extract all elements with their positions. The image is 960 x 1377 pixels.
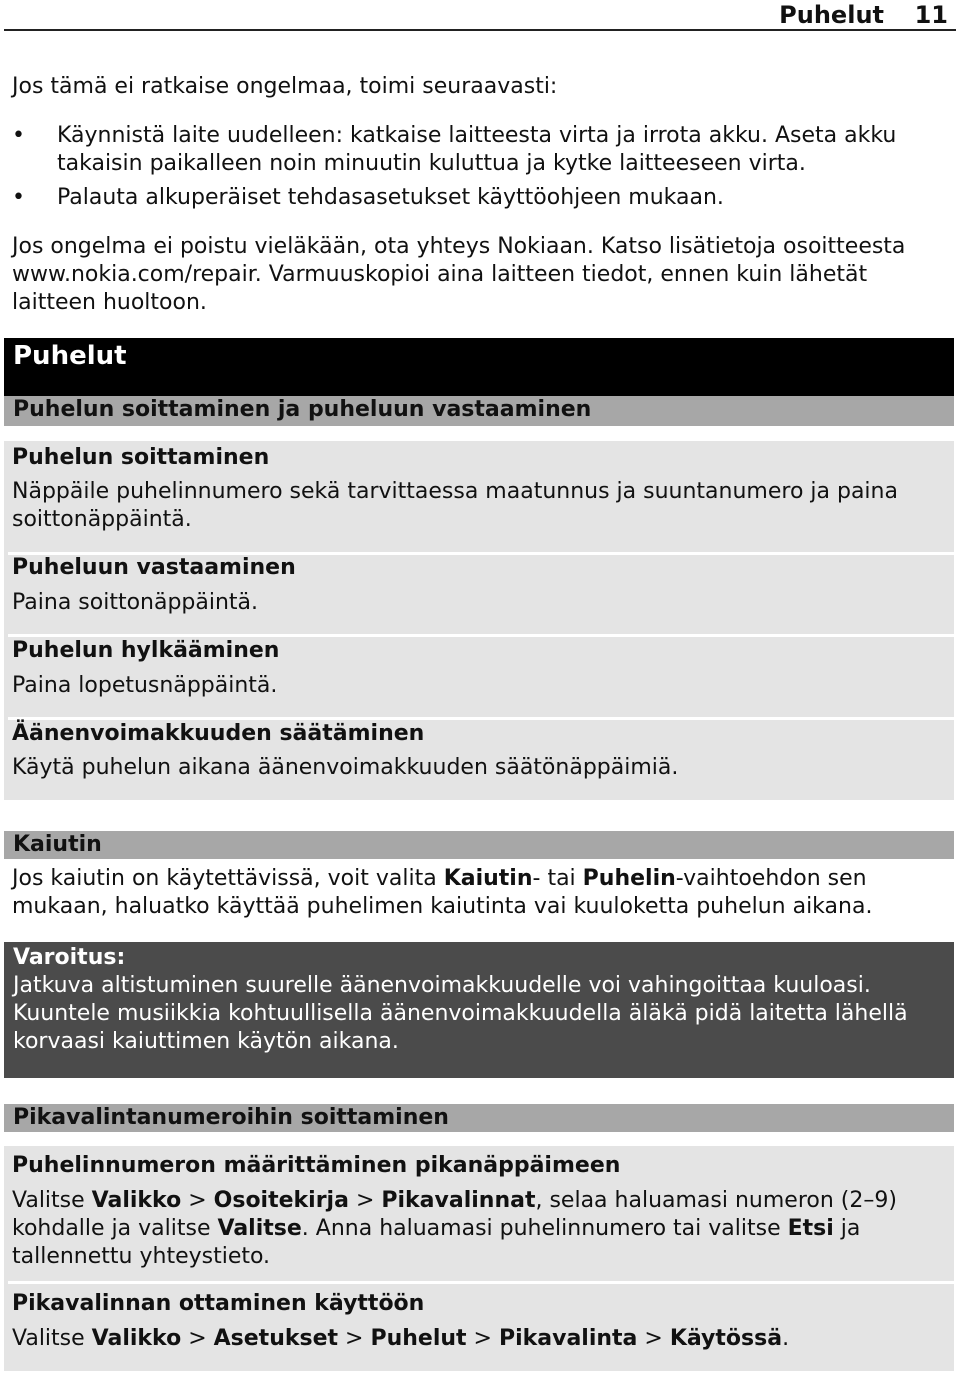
speaker-option-kaiutin: Kaiutin: [443, 866, 533, 891]
text-segment: , selaa haluamasi numeron (2–9) kohdalle ja valitse: [12, 1188, 897, 1241]
reject-call-title: Puhelun hylkääminen: [12, 638, 280, 663]
speaker-text-1: Jos kaiutin on käytettävissä, voit valita: [12, 866, 444, 891]
text-segment: .: [782, 1326, 790, 1351]
menu-path-pikavalinta: Pikavalinta: [498, 1326, 638, 1351]
menu-path-valikko: Valikko: [91, 1326, 182, 1351]
text-segment: Valitse: [12, 1326, 92, 1351]
warning-title: Varoitus:: [13, 945, 126, 970]
text-segment: Valitse: [12, 1188, 92, 1213]
speaker-paragraph: [12, 865, 952, 921]
menu-path-asetukset: Asetukset: [213, 1326, 339, 1351]
menu-path-osoitekirja: Osoitekirja: [213, 1188, 349, 1213]
volume-text: Käytä puhelun aikana äänenvoimakkuuden säätönäppäimiä.: [12, 755, 679, 780]
page-header: [0, 0, 960, 30]
header-rule: [4, 29, 956, 31]
text-segment: ja tallennettu yhteystieto.: [12, 1216, 861, 1269]
path-separator: >: [466, 1326, 499, 1351]
menu-path-puhelut: Puhelut: [370, 1326, 467, 1351]
bullet-item-restart: Käynnistä laite uudelleen: katkaise laitteesta virta ja irrota akku. Aseta akku takaisin paikalleen noin minuutin kuluttua ja kytke laitteeseen virta.: [57, 123, 897, 176]
menu-option-etsi: Etsi: [787, 1216, 834, 1241]
divider: [8, 1281, 958, 1284]
speed-dial-heading: Pikavalintanumeroihin soittaminen: [13, 1105, 449, 1130]
make-call-title: Puhelun soittaminen: [12, 445, 270, 470]
intro-lead: Jos tämä ei ratkaise ongelmaa, toimi seuraavasti:: [12, 74, 558, 99]
menu-path-pikavalinnat: Pikavalinnat: [381, 1188, 536, 1213]
warning-box: [4, 942, 954, 1078]
assign-speed-dial-text: [12, 1187, 952, 1271]
speaker-heading: Kaiutin: [13, 832, 102, 857]
calls-heading: Puhelun soittaminen ja puheluun vastaaminen: [13, 397, 592, 422]
path-separator: >: [181, 1188, 214, 1213]
answer-call-title: Puheluun vastaaminen: [12, 555, 296, 580]
reject-call-text: Paina lopetusnäppäintä.: [12, 673, 278, 698]
menu-path-kaytossa: Käytössä: [669, 1326, 783, 1351]
menu-path-valikko: Valikko: [91, 1188, 182, 1213]
page-number: 11: [914, 1, 948, 29]
warning-text: Jatkuva altistuminen suurelle äänenvoimakkuudelle voi vahingoittaa kuuloasi. Kuuntele musiikkia kohtuullisella äänenvoimakkuudella äläkä pidä laitetta lähellä korvaasi kaiuttimen käytön aikana.: [13, 973, 908, 1054]
speaker-text-2: - tai: [532, 866, 583, 891]
bullet-item-reset: Palauta alkuperäiset tehdasasetukset käyttöohjeen mukaan.: [57, 185, 724, 210]
enable-speed-dial-title: Pikavalinnan ottaminen käyttöön: [12, 1291, 425, 1316]
menu-option-valitse: Valitse: [217, 1216, 302, 1241]
speed-dial-heading-bar: [4, 1104, 954, 1132]
text-segment: . Anna haluamasi puhelinnumero tai valitse: [301, 1216, 788, 1241]
header-title: Puhelut: [779, 1, 884, 29]
section-title-bar: [4, 338, 954, 396]
calls-heading-bar: [4, 396, 954, 426]
bullet-icon: •: [12, 185, 25, 210]
contact-paragraph: Jos ongelma ei poistu vieläkään, ota yhteys Nokiaan. Katso lisätietoja osoitteesta www.nokia.com/repair. Varmuuskopioi aina laitteen tiedot, ennen kuin lähetät laitteen huoltoon.: [12, 234, 906, 315]
speaker-heading-bar: [4, 831, 954, 859]
speaker-option-puhelin: Puhelin: [582, 866, 676, 891]
path-separator: >: [181, 1326, 214, 1351]
speaker-text-3: -vaihtoehdon sen mukaan, haluatko käyttää puhelimen kaiutinta vai kuuloketta puhelun aikana.: [12, 866, 873, 919]
path-separator: >: [338, 1326, 371, 1351]
assign-speed-dial-title: Puhelinnumeron määrittäminen pikanäppäimeen: [12, 1153, 621, 1178]
make-call-text: Näppäile puhelinnumero sekä tarvittaessa maatunnus ja suuntanumero ja paina soittonäppäintä.: [12, 479, 898, 532]
answer-call-text: Paina soittonäppäintä.: [12, 590, 259, 615]
path-separator: >: [348, 1188, 382, 1213]
section-title: Puhelut: [13, 341, 127, 371]
enable-speed-dial-text: [12, 1325, 952, 1353]
volume-title: Äänenvoimakkuuden säätäminen: [12, 721, 425, 746]
path-separator: >: [637, 1326, 670, 1351]
bullet-icon: •: [12, 123, 25, 148]
